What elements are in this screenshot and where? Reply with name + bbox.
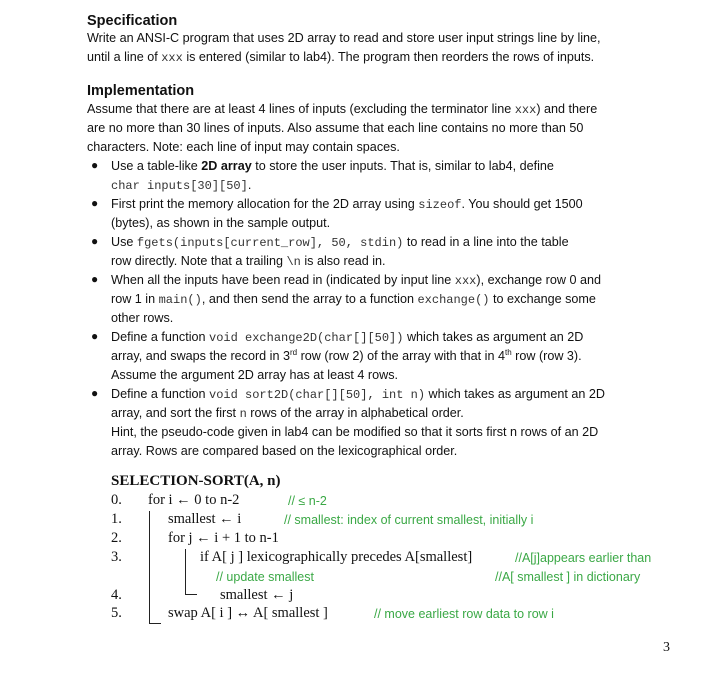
comment-update-smallest: // update smallest (216, 570, 314, 584)
bullet-2-line-2: (bytes), as shown in the sample output. (111, 216, 331, 230)
bullet-icon: ● (91, 158, 99, 172)
impl-line-2: are no more than 30 lines of inputs. Also assume that each line contains no more than 50 (87, 121, 584, 135)
comment-dictionary: //A[ smallest ] in dictionary (495, 570, 641, 584)
bullet-1-line-2: char inputs[30][50]. (111, 178, 252, 193)
line-number: 1. (111, 511, 122, 527)
comment-0: // ≤ n-2 (288, 494, 327, 508)
bullet-icon: ● (91, 386, 99, 400)
comment-3: //A[j]appears earlier than (515, 551, 652, 565)
comment-1: // smallest: index of current smallest, initially i (284, 513, 534, 527)
bullet-6-line-2: array, and sort the first n rows of the array in alphabetical order. (111, 406, 464, 421)
line-number: 0. (111, 492, 122, 508)
pseudo-line-5: swap A[ i ] ↔ A[ smallest ] (168, 605, 328, 621)
outer-loop-bracket (149, 511, 150, 624)
bullet-icon: ● (91, 329, 99, 343)
pseudo-line-3: if A[ j ] lexicographically precedes A[smallest] (200, 549, 473, 565)
bullet-6-line-1: Define a function void sort2D(char[][50], int n) which takes as argument an 2D (111, 387, 605, 402)
pseudo-line-1: smallest ← i (168, 511, 242, 527)
line-number: 4. (111, 587, 122, 603)
pseudo-line-2: for j ← i + 1 to n-1 (168, 530, 279, 546)
inner-loop-bracket-foot (185, 594, 197, 595)
bullet-5-line-2: array, and swaps the record in 3rd row (row 2) of the array with that in 4th row (row 3). (111, 347, 582, 363)
spec-line-2: until a line of xxx is entered (similar to lab4). The program then reorders the rows of inputs. (87, 50, 595, 65)
bullet-5-line-1: Define a function void exchange2D(char[][50]) which takes as argument an 2D (111, 330, 584, 345)
bullet-5-line-3: Assume the argument 2D array has at least 4 rows. (111, 368, 398, 382)
implementation-heading: Implementation (87, 83, 195, 99)
specification-heading: Specification (87, 13, 178, 29)
line-number: 5. (111, 605, 122, 621)
bullet-6-line-3: Hint, the pseudo-code given in lab4 can be modified so that it sorts first n rows of an 2D (111, 425, 599, 439)
line-number: 2. (111, 530, 122, 546)
impl-line-1: Assume that there are at least 4 lines of inputs (excluding the terminator line xxx) and there (87, 102, 598, 117)
bullet-icon: ● (91, 272, 99, 286)
comment-5: // move earliest row data to row i (374, 607, 554, 621)
bullet-4-line-3: other rows. (111, 311, 174, 325)
page-number: 3 (663, 640, 670, 655)
pseudo-line-4: smallest ← j (220, 587, 294, 603)
bullet-2-line-1: First print the memory allocation for the 2D array using sizeof. You should get 1500 (111, 197, 583, 212)
spec-line-1: Write an ANSI-C program that uses 2D array to read and store user input strings line by line, (87, 31, 601, 45)
pseudo-line-0: for i ← 0 to n-2 (148, 492, 240, 508)
bullet-icon: ● (91, 234, 99, 248)
bullet-1-line-1: Use a table-like 2D array to store the user inputs. That is, similar to lab4, define (111, 159, 554, 173)
inner-loop-bracket (185, 549, 186, 594)
bullet-3-line-2: row directly. Note that a trailing \n is also read in. (111, 254, 386, 269)
bullet-4-line-2: row 1 in main(), and then send the array to a function exchange() to exchange some (111, 292, 596, 307)
outer-loop-bracket-foot (149, 623, 161, 624)
bullet-3-line-1: Use fgets(inputs[current_row], 50, stdin) to read in a line into the table (111, 235, 569, 250)
algorithm-title: SELECTION-SORT(A, n) (111, 473, 281, 489)
impl-line-3: characters. Note: each line of input may contain spaces. (87, 140, 400, 154)
bullet-4-line-1: When all the inputs have been read in (indicated by input line xxx), exchange row 0 and (111, 273, 601, 288)
line-number: 3. (111, 549, 122, 565)
bullet-icon: ● (91, 196, 99, 210)
bullet-6-line-4: array. Rows are compared based on the lexicographical order. (111, 444, 458, 458)
